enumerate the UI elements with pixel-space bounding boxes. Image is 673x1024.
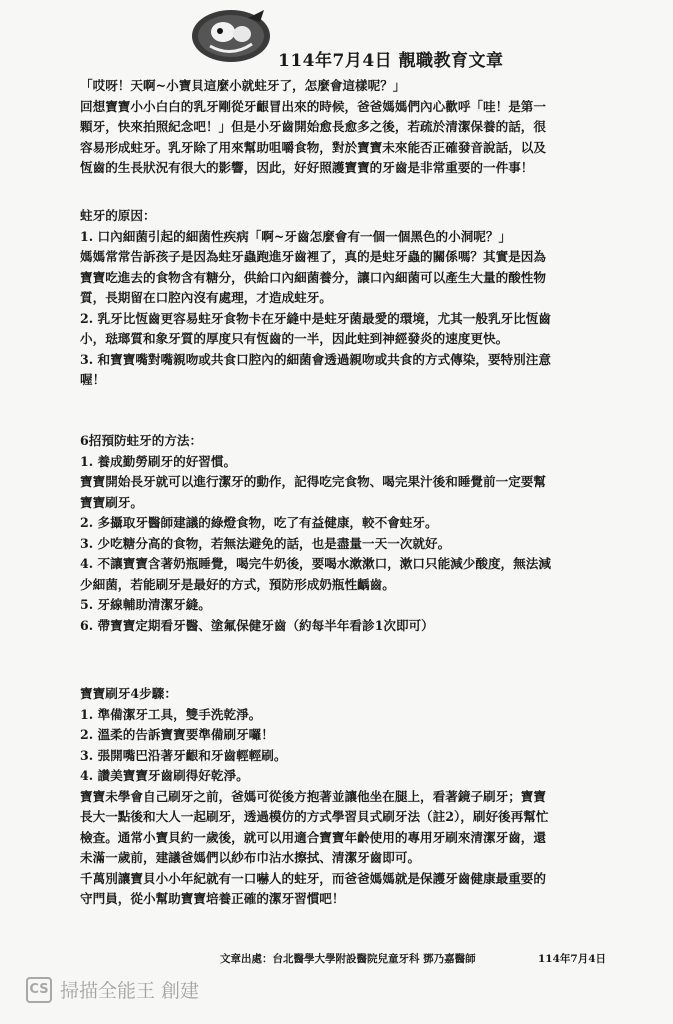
prevention-line: 5. 牙線輔助清潔牙縫。 [80, 597, 211, 612]
prevention-line: 寶寶開始長牙就可以進行潔牙的動作，記得吃完食物、喝完果汁後和睡覺前一定要幫 [80, 474, 546, 489]
causes-line: 小，琺瑯質和象牙質的厚度只有恆齒的一半，因此蛀到神經發炎的速度更快。 [80, 331, 509, 346]
causes-line: 1. 口內細菌引起的細菌性疾病「啊~牙齒怎麼會有一個一個黑色的小洞呢？」 [80, 228, 512, 244]
causes-section [80, 206, 612, 391]
causes-line: 3. 和寶寶嘴對嘴親吻或共食口腔內的細菌會透過親吻或共食的方式傳染，要特別注意 [80, 351, 551, 367]
causes-line: 蛀牙的原因： [80, 208, 156, 223]
prevention-line: 1. 養成勤勞刷牙的好習慣。 [80, 453, 237, 469]
steps-line: 千萬別讓寶貝小小年紀就有一口嚇人的蛀牙，而爸爸媽媽就是保護牙齒健康最重要的 [80, 870, 546, 886]
prevention-line: 6招預防蛀牙的方法： [80, 433, 203, 448]
page-title: 114年7月4日 靚職教育文章 [278, 51, 504, 71]
intro-line: 容易形成蛀牙。乳牙除了用來幫助咀嚼食物，對於寶寶未來能否正確發音說話，以及 [80, 139, 546, 155]
intro-section [80, 76, 612, 179]
steps-line: 2. 溫柔的告訴寶寶要準備刷牙囉！ [80, 727, 274, 742]
prevention-section [80, 431, 612, 636]
causes-line: 媽媽常常告訴孩子是因為蛀牙蟲跑進牙齒裡了，真的是蛀牙蟲的關係嗎？其實是因為 [80, 249, 546, 264]
causes-line: 喔！ [80, 372, 106, 387]
scanner-watermark [26, 976, 199, 1003]
article-source: 文章出處：台北醫學大學附設醫院兒童牙科 鄧乃嘉醫師 [220, 953, 476, 965]
cartoon-logo-icon [190, 6, 272, 64]
causes-line: 質，長期留在口腔內沒有處理，才造成蛀牙。 [80, 290, 332, 305]
causes-line: 2. 乳牙比恆齒更容易蛀牙食物卡在牙縫中是蛀牙菌最愛的環境，尤其一般乳牙比恆齒 [80, 310, 551, 326]
steps-line: 檢查。通常小寶貝約一歲後，就可以用適合寶寶年齡使用的專用牙刷來清潔牙齒，還 [80, 829, 546, 845]
steps-line: 寶寶未學會自己刷牙之前，爸媽可從後方抱著並讓他坐在腿上，看著鏡子刷牙；寶寶 [80, 788, 546, 804]
prevention-line: 2. 多攝取牙醫師建議的綠燈食物，吃了有益健康，較不會蛀牙。 [80, 515, 438, 530]
intro-line: 顆牙，快來拍照紀念吧！」但是小牙齒開始愈長愈多之後，若疏於清潔保養的話，很 [80, 119, 546, 134]
steps-line: 未滿一歲前，建議爸媽們以紗布巾沾水擦拭、清潔牙齒即可。 [80, 850, 421, 865]
prevention-line: 少細菌，若能刷牙是最好的方式，預防形成奶瓶性齲齒。 [80, 576, 395, 592]
prevention-line: 寶寶刷牙。 [80, 494, 143, 510]
watermark-text: 掃描全能王 創建 [60, 980, 200, 1002]
steps-line: 4. 讚美寶寶牙齒刷得好乾淨。 [80, 768, 249, 783]
causes-line: 寶寶吃進去的食物含有糖分，供給口內細菌養分，讓口內細菌可以產生大量的酸性物 [80, 269, 546, 285]
steps-line: 1. 準備潔牙工具，雙手洗乾淨。 [80, 706, 262, 722]
brushing-steps-section [80, 684, 612, 910]
intro-line: 恆齒的生長狀況有很大的影響，因此，好好照護寶寶的牙齒是非常重要的一件事！ [80, 160, 534, 175]
steps-line: 長大一點後和大人一起刷牙，透過模仿的方式學習貝式刷牙法（註2），刷好後再幫忙 [80, 809, 549, 824]
prevention-line: 3. 少吃糖分高的食物，若無法避免的話，也是盡量一天一次就好。 [80, 535, 451, 551]
camscanner-logo-icon: CS [26, 977, 52, 1003]
steps-line: 3. 張開嘴巴沿著牙齦和牙齒輕輕刷。 [80, 747, 287, 763]
steps-line: 寶寶刷牙4步驟： [80, 686, 177, 701]
intro-line: 回想寶寶小小白白的乳牙剛從牙齦冒出來的時候，爸爸媽媽們內心歡呼「哇！是第一 [80, 98, 546, 114]
steps-line: 守門員，從小幫助寶寶培養正確的潔牙習慣吧！ [80, 891, 345, 906]
intro-line: 「哎呀！天啊~小寶貝這麼小就蛀牙了，怎麼會這樣呢？」 [80, 78, 406, 93]
article-date: 114年7月4日 [538, 953, 607, 965]
prevention-line: 6. 帶寶寶定期看牙醫、塗氟保健牙齒（約每半年看診1次即可） [80, 617, 434, 633]
prevention-line: 4. 不讓寶寶含著奶瓶睡覺，喝完牛奶後，要喝水漱漱口，漱口只能減少酸度，無法減 [80, 556, 551, 571]
